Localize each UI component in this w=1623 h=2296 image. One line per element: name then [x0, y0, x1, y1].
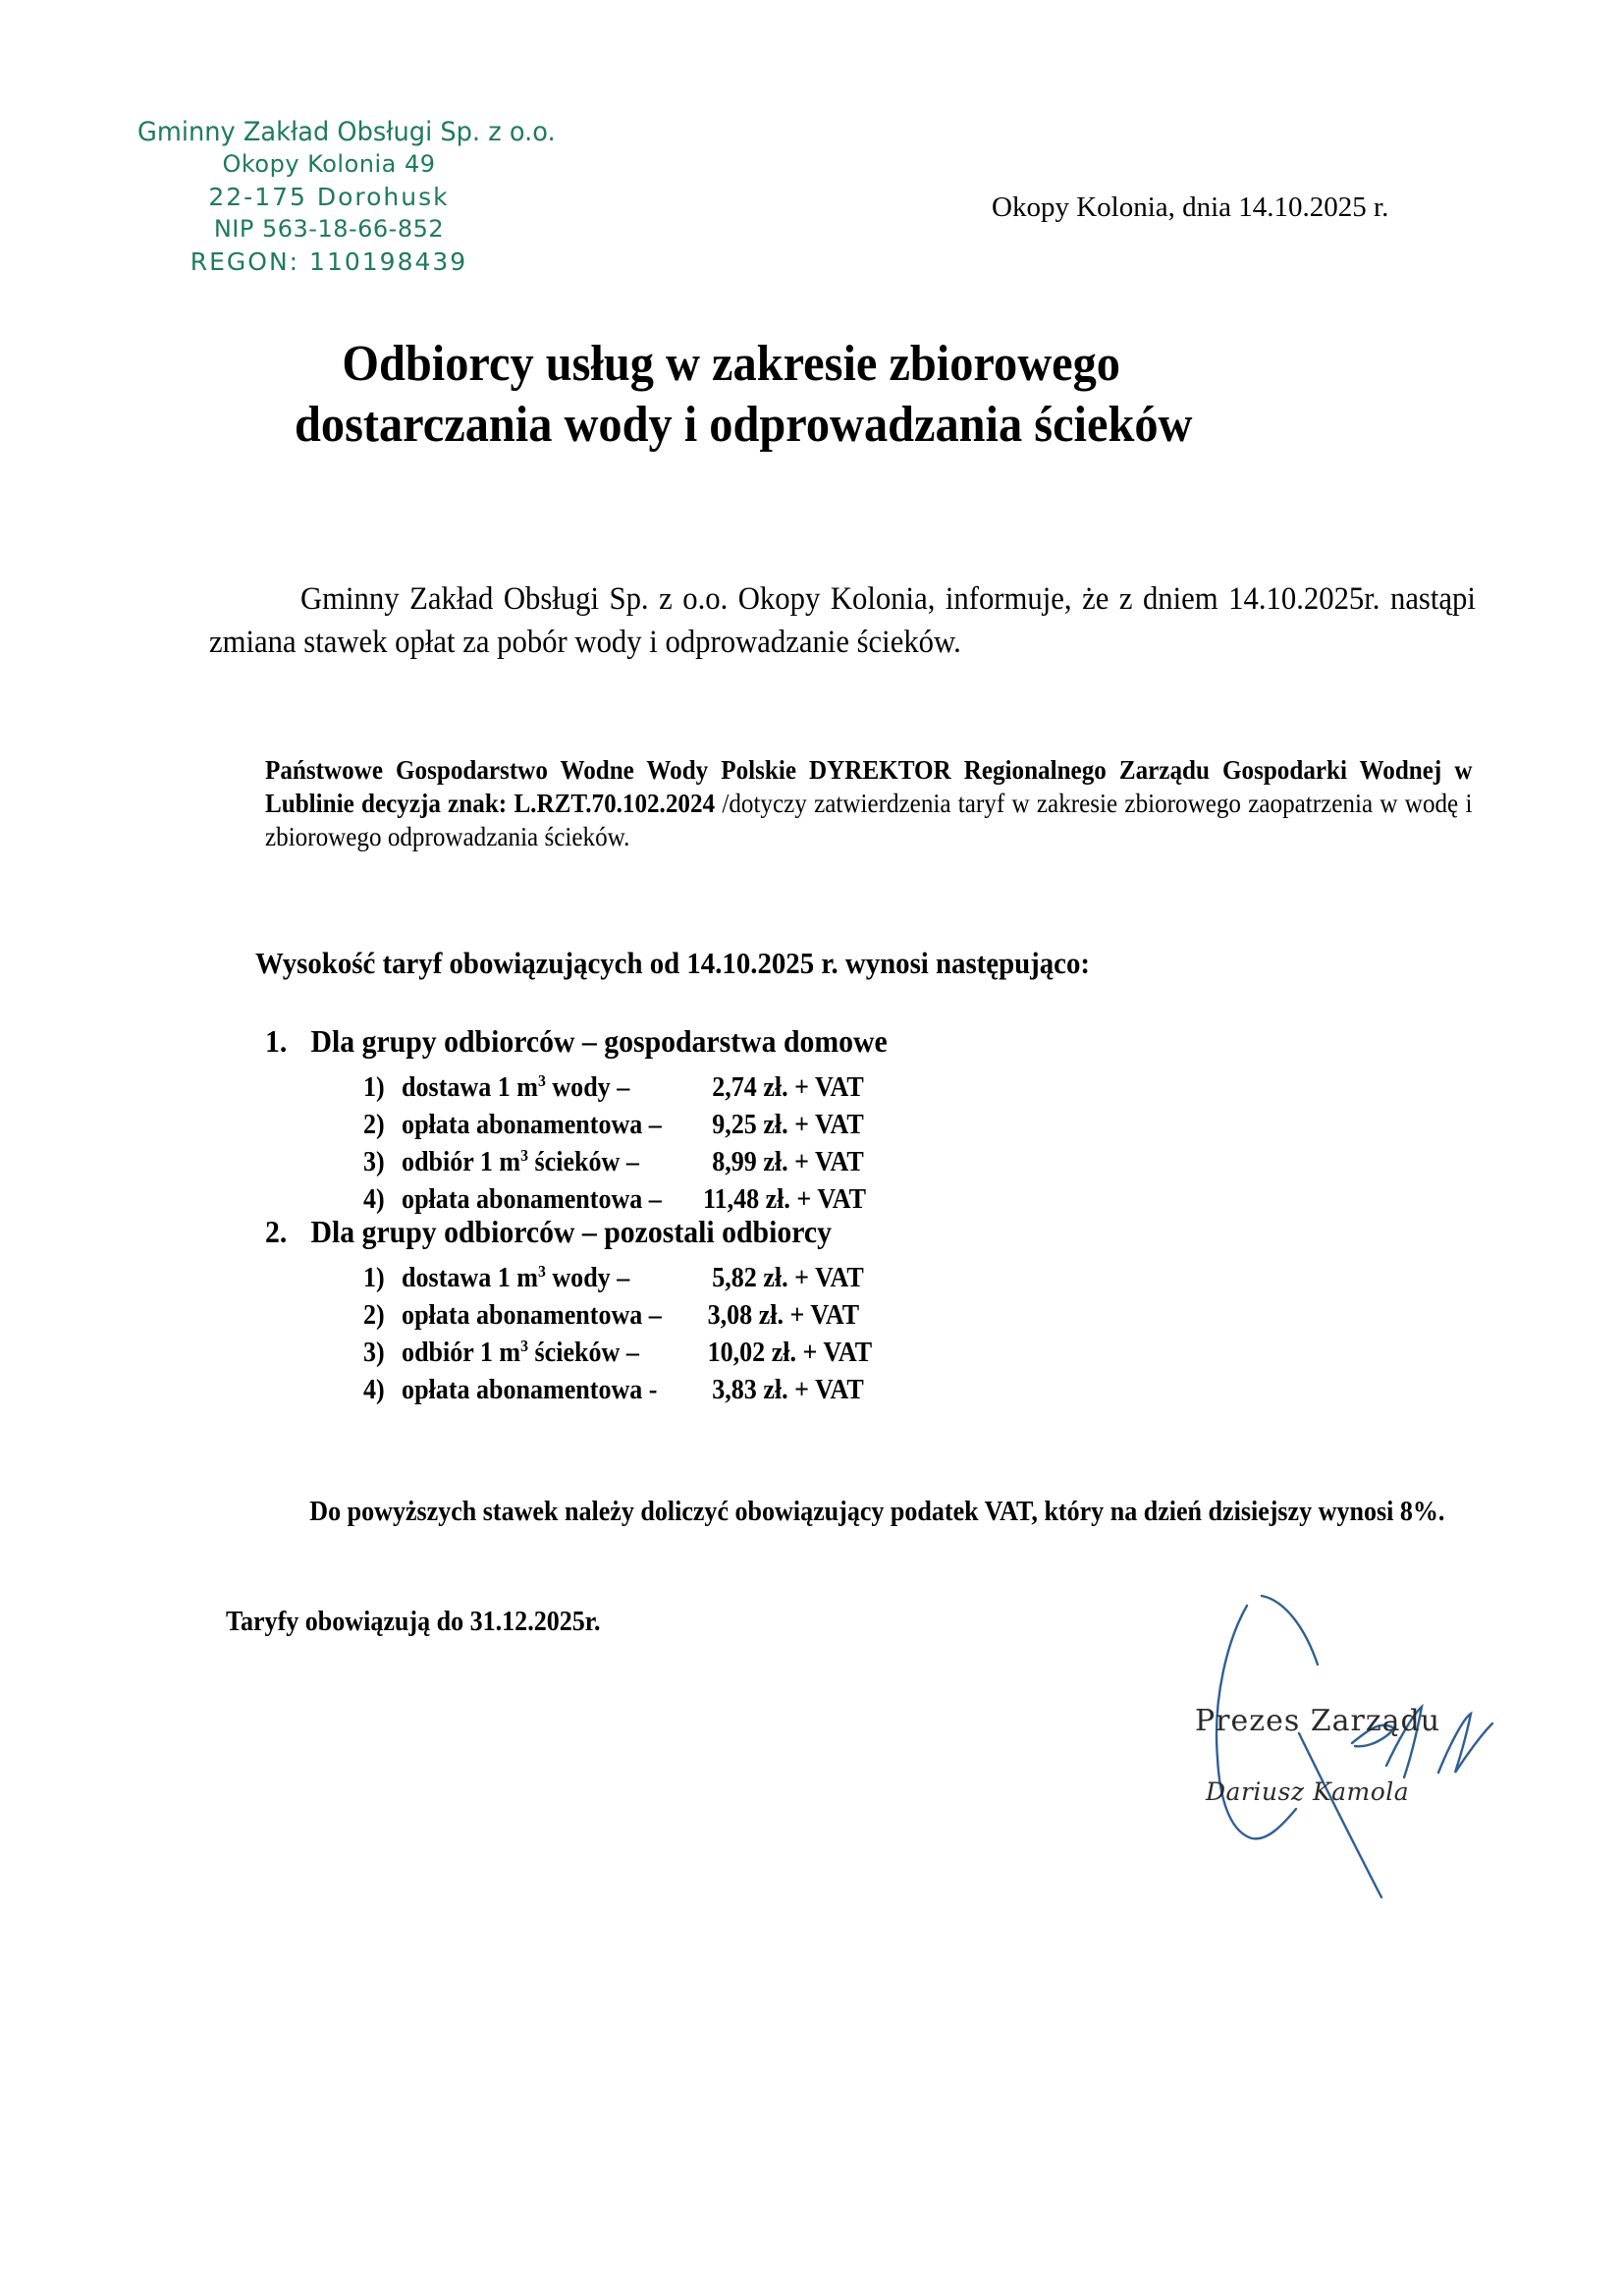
stamp-nip: NIP 563-18-66-852 — [213, 215, 445, 243]
tariff-price: 11,48 zł. + VAT — [702, 1184, 867, 1215]
vat-note: Do powyższych stawek należy doliczyć obowiązujący podatek VAT, który na dzień dzisiejszy wynosi 8%. — [309, 1497, 1445, 1527]
tariff-heading: Wysokość taryf obowiązujących od 14.10.2025 r. wynosi następująco: — [255, 946, 1090, 980]
validity-note: Taryfy obowiązują do 31.12.2025r. — [226, 1607, 601, 1637]
group-title: Dla grupy odbiorców – pozostali odbiorcy — [310, 1214, 832, 1249]
title-line-1: Odbiorcy usług w zakresie zbiorowego — [342, 336, 1120, 392]
company-stamp — [137, 116, 589, 278]
intro-paragraph — [209, 577, 1476, 664]
tariff-price: 3,08 zł. + VAT — [707, 1300, 860, 1331]
stamp-postal-code: 22-175 Dorohusk — [208, 183, 450, 211]
group-title: Dla grupy odbiorców – gospodarstwa domowe — [310, 1023, 888, 1059]
tariff-group-2-items — [363, 1260, 931, 1409]
tariff-item: 3) odbiór 1 $m^3$ ścieków – 8,99 zł. + VAT — [363, 1144, 931, 1181]
tariff-group-1-items — [363, 1069, 931, 1219]
tariff-item: 2) opłata abonamentowa – 9,25 zł. + VAT — [363, 1107, 931, 1144]
tariff-item: 4) opłata abonamentowa – 11,48 zł. + VAT — [363, 1181, 931, 1219]
decision-description: /dotyczy zatwierdzenia taryf w zakresie zbiorowego zaopatrzenia w wodę i zbiorowego odprowadzania ścieków. — [265, 789, 1473, 851]
tariff-item: 1) dostawa 1 $m^3$ wody – 5,82 zł. + VAT — [363, 1260, 931, 1297]
tariff-item: 1) dostawa 1 $m^3$ wody – 2,74 zł. + VAT — [363, 1069, 931, 1107]
intro-text: Gminny Zakład Obsługi Sp. z o.o. Okopy Kolonia, informuje, że z dniem 14.10.2025r. nastąpi zmiana stawek opłat za pobór wody i odprowadzanie ścieków. — [209, 581, 1476, 660]
signatory-title: Prezes Zarządu — [1195, 1704, 1441, 1738]
tariff-item: 4) opłata abonamentowa - 3,83 zł. + VAT — [363, 1372, 931, 1409]
group-number: 1. — [265, 1023, 288, 1059]
tariff-price: 5,82 zł. + VAT — [712, 1263, 864, 1293]
group-number: 2. — [265, 1214, 288, 1249]
tariff-item: 2) opłata abonamentowa – 3,08 zł. + VAT — [363, 1297, 931, 1335]
tariff-group-2 — [265, 1214, 832, 1250]
tariff-item: 3) odbiór 1 $m^3$ ścieków – 10,02 zł. + VAT — [363, 1335, 931, 1372]
decision-paragraph — [265, 753, 1472, 853]
stamp-address: Okopy Kolonia 49 — [222, 150, 436, 178]
document-date: Okopy Kolonia, dnia 14.10.2025 r. — [992, 191, 1389, 223]
tariff-price: 8,99 zł. + VAT — [712, 1147, 864, 1177]
tariff-price: 2,74 zł. + VAT — [712, 1072, 864, 1103]
decision-authority: Państwowe Gospodarstwo Wodne Wody Polskie DYREKTOR Regionalnego Zarządu Gospodarki Wodnej w Lublinie decyzja znak: L.RZT.70.102.2024 — [265, 755, 1473, 818]
signatory-name: Dariusz Kamola — [1206, 1777, 1410, 1806]
tariff-price: 3,83 zł. + VAT — [712, 1375, 864, 1405]
stamp-company-name: Gminny Zakład Obsługi Sp. z o.o. — [137, 117, 556, 147]
tariff-price: 9,25 zł. + VAT — [712, 1110, 864, 1140]
tariff-group-1 — [265, 1023, 888, 1060]
document-title — [295, 334, 1418, 456]
title-line-2: dostarczania wody i odprowadzania ścieków — [295, 397, 1193, 453]
tariff-price: 10,02 zł. + VAT — [707, 1338, 873, 1368]
handwritten-signature-icon — [1159, 1591, 1532, 1944]
stamp-regon: REGON: 110198439 — [189, 247, 468, 276]
